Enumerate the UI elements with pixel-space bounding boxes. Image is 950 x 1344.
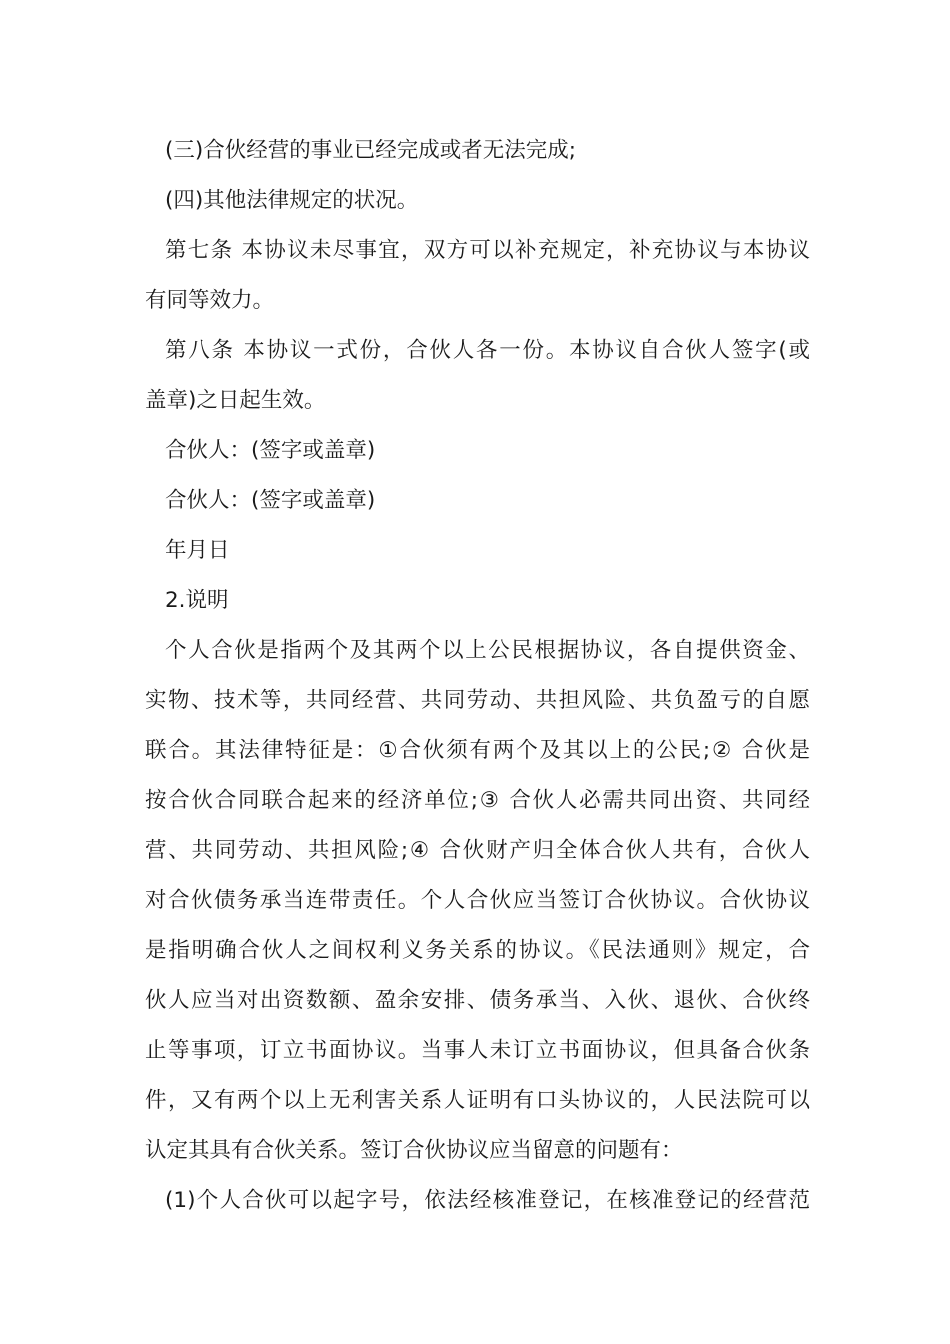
article-8-line-1: 第八条 本协议一式份，合伙人各一份。本协议自合伙人签字(或 (165, 338, 810, 363)
partner-signature-1: 合伙人：(签字或盖章) (165, 438, 376, 463)
section-heading: 2.说明 (165, 588, 229, 613)
paragraph-line: 联合。其法律特征是：①合伙须有两个及其以上的公民;② 合伙是 (145, 738, 810, 763)
partner-signature-2: 合伙人：(签字或盖章) (165, 488, 376, 513)
article-8-line-2: 盖章)之日起生效。 (145, 388, 326, 413)
paragraph-line: 是指明确合伙人之间权利义务关系的协议。《民法通则》规定，合 (145, 938, 810, 963)
paragraph-line: 对合伙债务承当连带责任。个人合伙应当签订合伙协议。合伙协议 (145, 888, 810, 913)
paragraph-line: 伙人应当对出资数额、盈余安排、债务承当、入伙、退伙、合伙终 (145, 988, 810, 1013)
list-item-1-text: (1)个人合伙可以起字号，依法经核准登记，在核准登记的经营范 (165, 1188, 810, 1213)
date-line: 年月日 (165, 538, 230, 563)
paragraph-line: 实物、技术等，共同经营、共同劳动、共担风险、共负盈亏的自愿 (145, 688, 810, 713)
paragraph-line: 件，又有两个以上无利害关系人证明有口头协议的，人民法院可以 (145, 1088, 810, 1113)
paragraph-line: 营、共同劳动、共担风险;④ 合伙财产归全体合伙人共有，合伙人 (145, 838, 810, 863)
clause-3-text: (三)合伙经营的事业已经完成或者无法完成; (165, 138, 577, 163)
article-7-line-2: 有同等效力。 (145, 288, 275, 313)
paragraph-line: 按合伙合同联合起来的经济单位;③ 合伙人必需共同出资、共同经 (145, 788, 810, 813)
paragraph-line: 止等事项，订立书面协议。当事人未订立书面协议，但具备合伙条 (145, 1038, 810, 1063)
clause-4-text: (四)其他法律规定的状况。 (165, 188, 419, 213)
paragraph-line: 认定其具有合伙关系。签订合伙协议应当留意的问题有： (145, 1138, 683, 1163)
article-7-line-1: 第七条 本协议未尽事宜，双方可以补充规定，补充协议与本协议 (165, 238, 810, 263)
paragraph-line: 个人合伙是指两个及其两个以上公民根据协议，各自提供资金、 (165, 638, 810, 663)
